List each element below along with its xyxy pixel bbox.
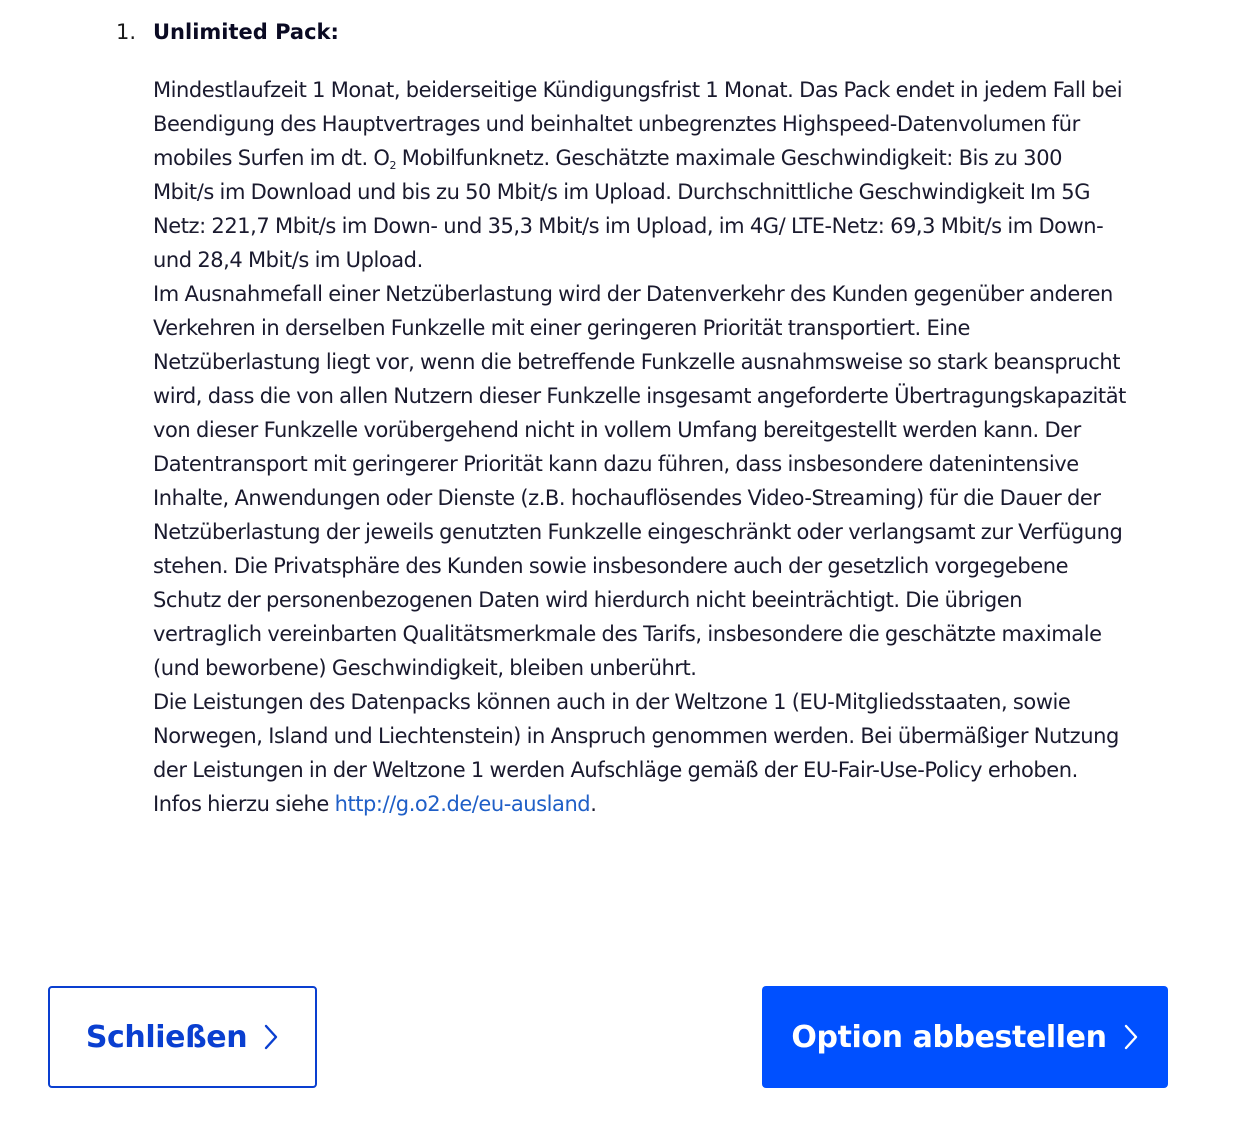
paragraph-roaming-text: Die Leistungen des Datenpacks können auch in der Weltzone 1 (EU-Mitgliedsstaaten, sowie Norwegen, Island und Liechtenstein) in Anspruch genommen werden. Bei übermäßiger Nutzung der Leistungen in der Weltzone 1 werden Aufschläge gemäß der EU-Fair-Use-Policy erhoben. Infos hierzu siehe <box>153 690 1119 816</box>
paragraph-speed-part-1: Mindestlaufzeit 1 Monat, beiderseitige Kündigungsfrist 1 Monat. Das Pack endet in jedem Fall bei Beendigung des Hauptvertrages und beinhaltet unbegrenztes Highspeed-Datenvolumen für mobiles Surfen im dt. O <box>153 78 1123 170</box>
paragraph-speed <box>153 73 1126 277</box>
item-number: 1. <box>116 20 137 44</box>
paragraph-roaming <box>153 685 1126 821</box>
paragraph-network-congestion: Im Ausnahmefall einer Netzüberlastung wird der Datenverkehr des Kunden gegenüber anderen Verkehren in derselben Funkzelle mit einer geringeren Priorität transportiert. Eine Netzüberlastung liegt vor, wenn die betreffende Funkzelle ausnahmsweise so stark beansprucht wird, dass die von allen Nutzern dieser Funkzelle insgesamt angeforderte Übertragungskapazität von dieser Funkzelle vorübergehend nicht in vollem Umfang bereitgestellt werden kann. Der Datentransport mit geringerer Priorität kann dazu führen, dass insbesondere datenintensive Inhalte, Anwendungen oder Dienste (z.B. hochauflösendes Video-Streaming) für die Dauer der Netzüberlastung der jeweils genutzten Funkzelle eingeschränkt oder verlangsamt zur Verfügung stehen. Die Privatsphäre des Kunden sowie insbesondere auch der gesetzlich vorgegebene Schutz der personenbezogenen Daten wird hierdurch nicht beeinträchtigt. Die übrigen vertraglich vereinbarten Qualitätsmerkmale des Tarifs, insbesondere die geschätzte maximale (und beworbene) Geschwindigkeit, bleiben unberührt. <box>153 282 1126 680</box>
terms-list <box>116 18 1126 821</box>
chevron-right-icon <box>1123 1022 1139 1052</box>
close-button[interactable] <box>48 986 317 1088</box>
cancel-option-button-label: Option abbestellen <box>791 1019 1107 1055</box>
close-button-label: Schließen <box>85 1019 248 1055</box>
paragraph-roaming-end: . <box>590 792 597 816</box>
item-body <box>153 73 1126 821</box>
eu-ausland-link[interactable]: http://g.o2.de/eu-ausland <box>334 792 591 816</box>
item-title: Unlimited Pack: <box>153 20 339 44</box>
cancel-option-button[interactable] <box>762 986 1168 1088</box>
terms-item-header <box>116 18 1126 46</box>
paragraph-speed-part-2: Mobilfunknetz. Geschätzte maximale Geschwindigkeit: Bis zu 300 Mbit/s im Download und bis zu 50 Mbit/s im Upload. Durchschnittliche Geschwindigkeit Im 5G Netz: 221,7 Mbit/s im Down- und 35,3 Mbit/s im Upload, im 4G/ LTE-Netz: 69,3 Mbit/s im Down- und 28,4 Mbit/s im Upload. <box>153 146 1104 272</box>
chevron-right-icon <box>263 1022 279 1052</box>
o2-subscript: 2 <box>389 159 397 172</box>
